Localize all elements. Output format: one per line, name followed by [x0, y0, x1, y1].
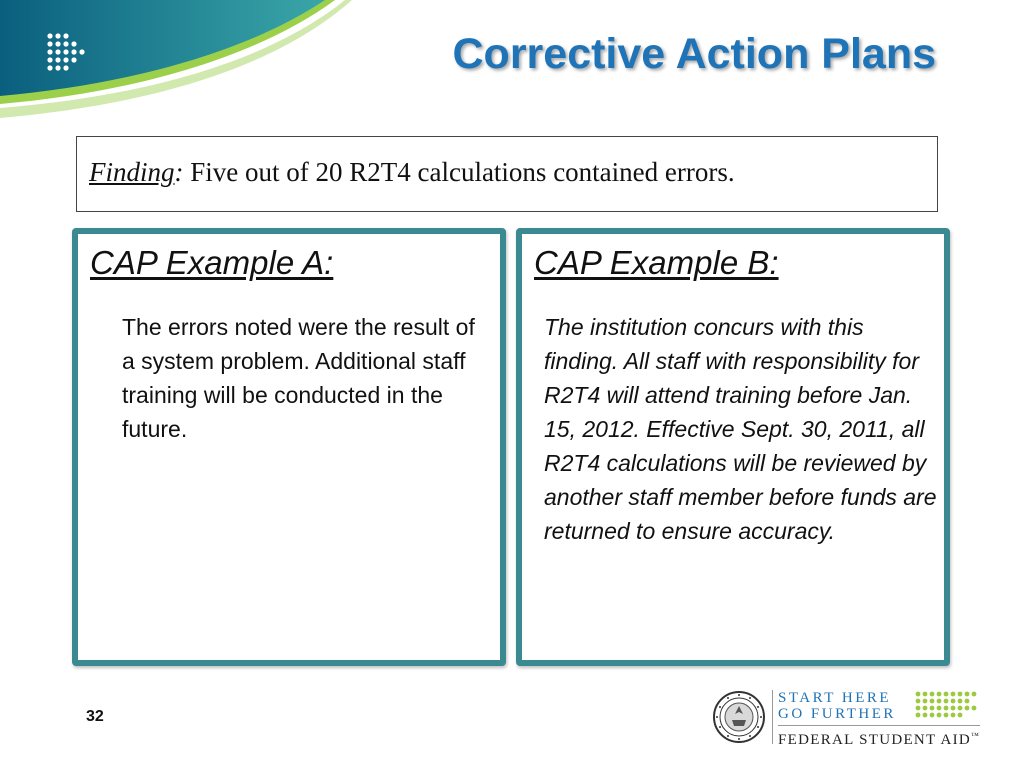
cap-example-a-box	[72, 228, 506, 666]
cap-example-b-heading: CAP Example B:	[534, 244, 779, 281]
logo-line-start-here: START HERE	[778, 690, 892, 706]
cap-example-b-body: The institution concurs with this finding. All staff with responsibility for R2T4 will attend training before Jan. 15, 2012. Effective Sept. 30, 2011, all R2T4 calculations will be reviewed by another staff member before funds are returned to ensure accuracy.	[544, 314, 937, 544]
logo-line-federal-student-aid	[778, 725, 980, 749]
slide-title: Corrective Action Plans	[452, 30, 936, 78]
finding-box	[76, 136, 938, 212]
logo-federal-student-aid-text: FEDERAL STUDENT AID	[778, 732, 972, 748]
finding-label: Finding	[89, 157, 175, 187]
finding-text: Five out of 20 R2T4 calculations contained errors.	[183, 157, 735, 187]
page-number: 32	[86, 708, 104, 725]
department-of-education-seal-icon	[712, 690, 766, 744]
cap-example-a-body: The errors noted were the result of a system problem. Additional staff training will be conducted in the future.	[122, 314, 475, 442]
logo-line-go-further: GO FURTHER	[778, 706, 896, 722]
green-dots-pattern-icon	[914, 690, 980, 724]
logo-divider	[772, 690, 773, 744]
dotted-arrow-logo-icon	[44, 30, 94, 74]
finding-colon: :	[174, 157, 184, 187]
federal-student-aid-logo	[712, 684, 982, 754]
trademark-symbol: ™	[971, 731, 981, 740]
cap-example-b-box	[516, 228, 950, 666]
cap-example-a-heading: CAP Example A:	[90, 244, 334, 281]
